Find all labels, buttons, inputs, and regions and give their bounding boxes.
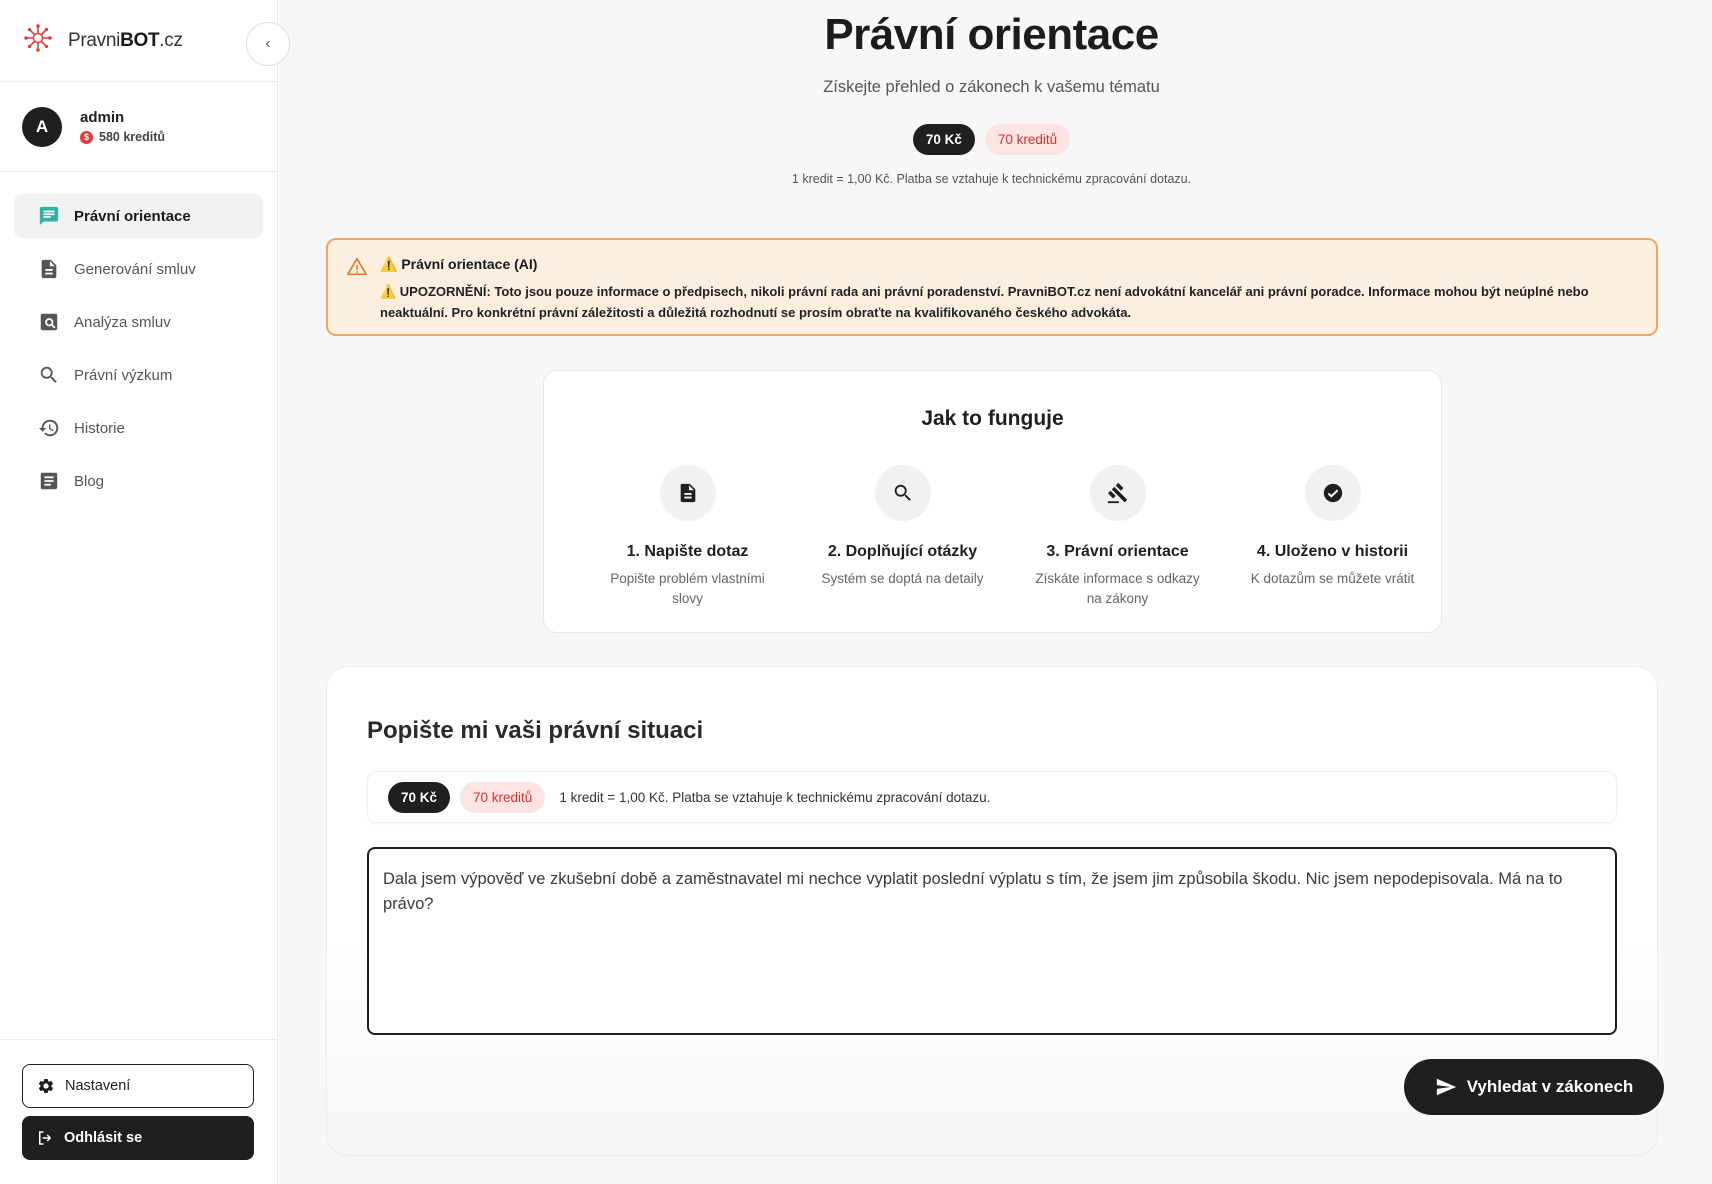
sidebar-item-analyza-smluv[interactable] [14,300,263,344]
brand-name-bold: BOT [120,29,160,51]
price-note: 1 kredit = 1,00 Kč. Platba se vztahuje k technickému zpracování dotazu. [559,789,991,805]
how-it-works-card [543,370,1442,633]
search-icon [38,364,60,386]
sidebar-item-pravni-vyzkum[interactable] [14,353,263,397]
form-title: Popište mi vaši právní situaci [367,717,704,744]
search-laws-button[interactable] [1404,1059,1664,1115]
brand[interactable] [0,0,277,82]
main-content [279,0,1712,1184]
step-title: 1. Napište dotaz [626,543,749,560]
gavel-icon [1090,465,1146,521]
logout-icon [36,1129,54,1147]
page-subtitle: Získejte přehled o zákonech k vašemu tématu [823,78,1160,96]
step-description: Získáte informace s odkazy na zákony [1035,571,1200,606]
sidebar-item-label: Právní orientace [74,207,191,225]
disclaimer-alert [326,238,1658,336]
sidebar-item-historie[interactable] [14,406,263,450]
user-profile [0,82,277,172]
disclaimer-title: ⚠️ Právní orientace (AI) [380,256,538,272]
sidebar-item-label: Blog [74,472,105,490]
sidebar-footer [0,1039,278,1184]
history-icon [38,417,60,439]
query-input[interactable] [367,847,1617,1035]
page-title: Právní orientace [824,10,1159,59]
brand-name [68,30,183,52]
price-credits-badge: 70 kreditů [460,782,545,813]
coin-icon: $ [80,131,93,144]
step-title: 2. Doplňující otázky [827,543,978,560]
send-icon [1435,1076,1457,1098]
gear-icon [37,1077,55,1095]
price-credits-badge: 70 kreditů [985,124,1070,155]
article-icon [38,470,60,492]
sidebar-item-label: Analýza smluv [74,313,171,331]
chat-icon [38,205,60,227]
sidebar-nav [0,172,277,503]
document-search-icon [38,311,60,333]
brand-name-prefix: Pravni [68,29,121,51]
step-description: Systém se doptá na detaily [821,571,984,586]
step-item [580,465,795,609]
step-title: 4. Uloženo v historii [1256,543,1409,560]
form-price-bar [367,771,1617,823]
settings-label: Nastavení [65,1078,131,1094]
logout-label: Odhlásit se [64,1130,143,1146]
price-czk-badge: 70 Kč [913,124,975,155]
sidebar-item-label: Historie [74,419,125,437]
steps-list [580,465,1440,609]
header-price [279,124,1704,155]
user-credits-value: 580 kreditů [99,130,166,144]
logout-button[interactable] [22,1116,254,1160]
chevron-left-icon: ‹ [265,35,271,52]
check-circle-icon [1305,465,1361,521]
avatar: A [22,107,62,147]
step-item [1010,465,1225,609]
warning-icon [346,256,368,278]
sidebar [0,0,278,1184]
asterisk-logo-icon [22,22,54,59]
user-name: admin [80,109,125,126]
step-description: K dotazům se můžete vrátit [1250,571,1415,586]
document-icon [660,465,716,521]
sidebar-item-blog[interactable] [14,459,263,503]
price-czk-badge: 70 Kč [388,782,450,813]
how-it-works-title: Jak to funguje [921,407,1064,430]
document-icon [38,258,60,280]
step-title: 3. Právní orientace [1046,543,1189,560]
sidebar-item-generovani-smluv[interactable] [14,247,263,291]
sidebar-item-pravni-orientace[interactable] [14,194,263,238]
brand-name-suffix: .cz [159,29,183,51]
user-credits [80,130,165,144]
step-item [795,465,1010,609]
sidebar-item-label: Právní výzkum [74,366,173,384]
query-form-card [326,666,1658,1156]
step-description: Popište problém vlastními slovy [610,571,765,606]
disclaimer-text: ⚠️ UPOZORNĚNÍ: Toto jsou pouze informace o předpisech, nikoli právní rada ani právní poradenství. PravniBOT.cz není advokátní kancelář ani právní poradce. Informace mohou být neúplné nebo neaktuální. Pro konkrétní právní záležitosti a důležitá rozhodnutí se prosím obraťte na kvalifikovaného českého advokáta. [380,284,1589,320]
search-icon [875,465,931,521]
step-item [1225,465,1440,609]
collapse-sidebar-button[interactable] [246,22,290,66]
price-note: 1 kredit = 1,00 Kč. Platba se vztahuje k technickému zpracování dotazu. [791,172,1192,186]
sidebar-item-label: Generování smluv [74,260,196,278]
search-laws-label: Vyhledat v zákonech [1466,1077,1634,1096]
settings-button[interactable] [22,1064,254,1108]
